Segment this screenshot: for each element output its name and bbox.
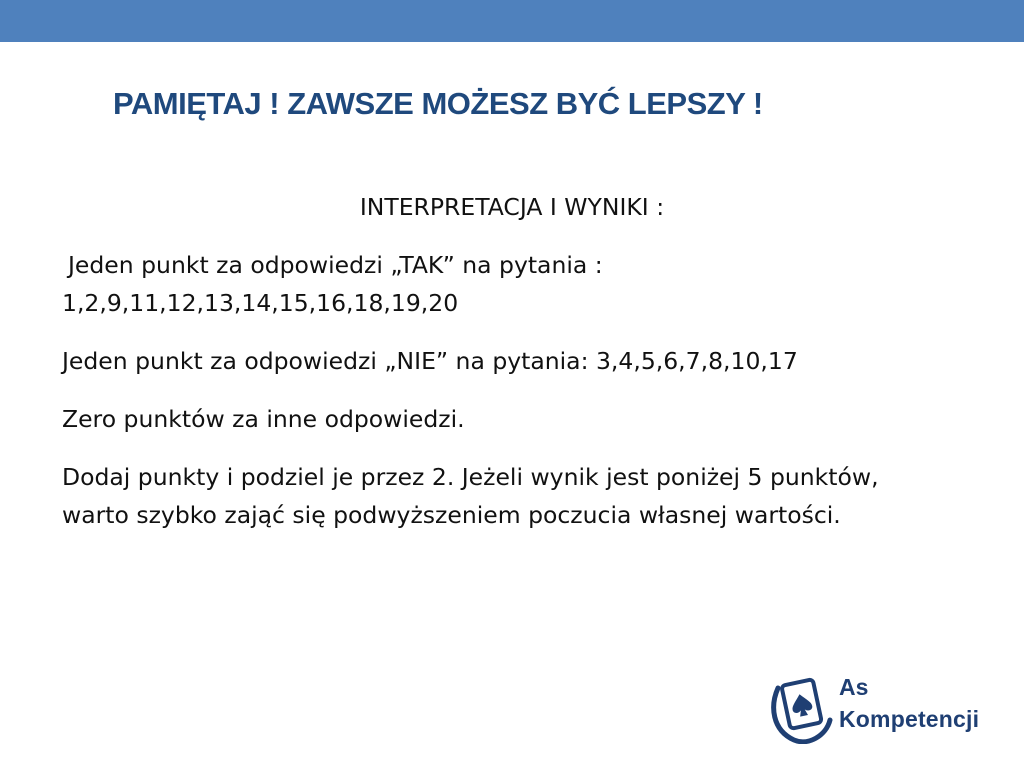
paragraph-summary: Dodaj punkty i podziel je przez 2. Jeżeli wynik jest poniżej 5 punktów, warto szybko zająć się podwyższeniem poczucia własnej wartości. bbox=[62, 463, 879, 529]
slide-title: PAMIĘTAJ ! ZAWSZE MOŻESZ BYĆ LEPSZY ! bbox=[113, 86, 763, 121]
logo-text-kompetencji: Kompetencji bbox=[839, 706, 980, 732]
paragraph-tak-line2: 1,2,9,11,12,13,14,15,16,18,19,20 bbox=[62, 289, 459, 317]
slide-body bbox=[62, 188, 962, 554]
paragraph-zero: Zero punktów za inne odpowiedzi. bbox=[62, 405, 465, 433]
paragraph-nie: Jeden punkt za odpowiedzi „NIE” na pytania: 3,4,5,6,7,8,10,17 bbox=[62, 347, 798, 375]
paragraph-tak-line1: Jeden punkt za odpowiedzi „TAK” na pytania : bbox=[68, 251, 603, 279]
section-heading: INTERPRETACJA I WYNIKI : bbox=[359, 193, 665, 221]
logo-text-as: As bbox=[839, 674, 869, 700]
top-accent-bar bbox=[0, 0, 1024, 42]
card-spade-icon bbox=[768, 668, 834, 744]
paragraph-tak bbox=[62, 246, 962, 322]
as-kompetencji-logo bbox=[768, 668, 998, 748]
